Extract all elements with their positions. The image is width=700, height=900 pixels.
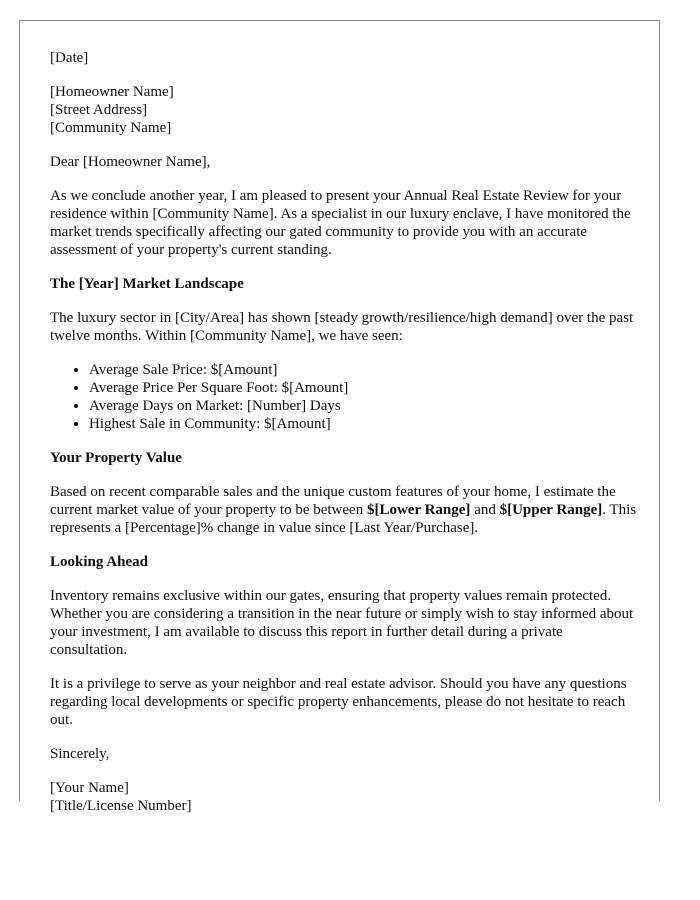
list-item: • Highest Sale in Community: $[Amount] [89, 415, 640, 433]
signature-block [50, 779, 640, 815]
market-landscape-heading: The [Year] Market Landscape [50, 276, 244, 292]
list-item: • Average Sale Price: $[Amount] [89, 361, 640, 379]
property-value-paragraph [50, 483, 640, 537]
market-landscape-paragraph: The luxury sector in [City/Area] has shown [steady growth/resilience/high demand] over the past twelve months. Within [Community Name], we have seen: [50, 310, 634, 344]
recipient-community: [Community Name] [50, 120, 172, 136]
letter-page [19, 20, 660, 814]
intro-paragraph: As we conclude another year, I am pleased to present your Annual Real Estate Review for your residence within [Community Name]. As a specialist in our luxury enclave, I have monitored the market trends specifically affecting our gated community to provide you with an accurate assessment of your property's current standing. [50, 188, 631, 258]
market-stats-list [50, 361, 640, 433]
closing-paragraph: It is a privilege to serve as your neighbor and real estate advisor. Should you have any questions regarding local developments or specific property enhancements, please do not hesitate to reach out. [50, 676, 627, 728]
recipient-name: [Homeowner Name] [50, 84, 174, 100]
recipient-address [50, 83, 640, 137]
looking-ahead-heading: Looking Ahead [50, 554, 148, 570]
property-value-text-after: . This represents a [Percentage]% change in value since [Last Year/Purchase]. [50, 502, 637, 536]
letter-body [50, 49, 640, 831]
salutation: Dear [Homeowner Name], [50, 154, 211, 170]
lower-range-value: $[Lower Range] [366, 502, 471, 518]
upper-range-value: $[Upper Range] [499, 502, 603, 518]
list-item: • Average Price Per Square Foot: $[Amount] [89, 379, 640, 397]
letter-date: [Date] [50, 50, 89, 66]
signature-name: [Your Name] [50, 780, 129, 796]
list-item: • Average Days on Market: [Number] Days [89, 397, 640, 415]
signoff: Sincerely, [50, 746, 110, 762]
recipient-street: [Street Address] [50, 102, 148, 118]
signature-title: [Title/License Number] [50, 798, 192, 814]
range-connector: and [470, 502, 500, 518]
property-value-text-before: Based on recent comparable sales and the unique custom features of your home, I estimate the current market value of your property to be between [50, 484, 616, 518]
property-value-heading: Your Property Value [50, 450, 182, 466]
looking-ahead-paragraph: Inventory remains exclusive within our gates, ensuring that property values remain protected. Whether you are considering a transition in the near future or simply wish to stay informed about your investment, I am available to discuss this report in further detail during a private consultation. [50, 588, 634, 658]
